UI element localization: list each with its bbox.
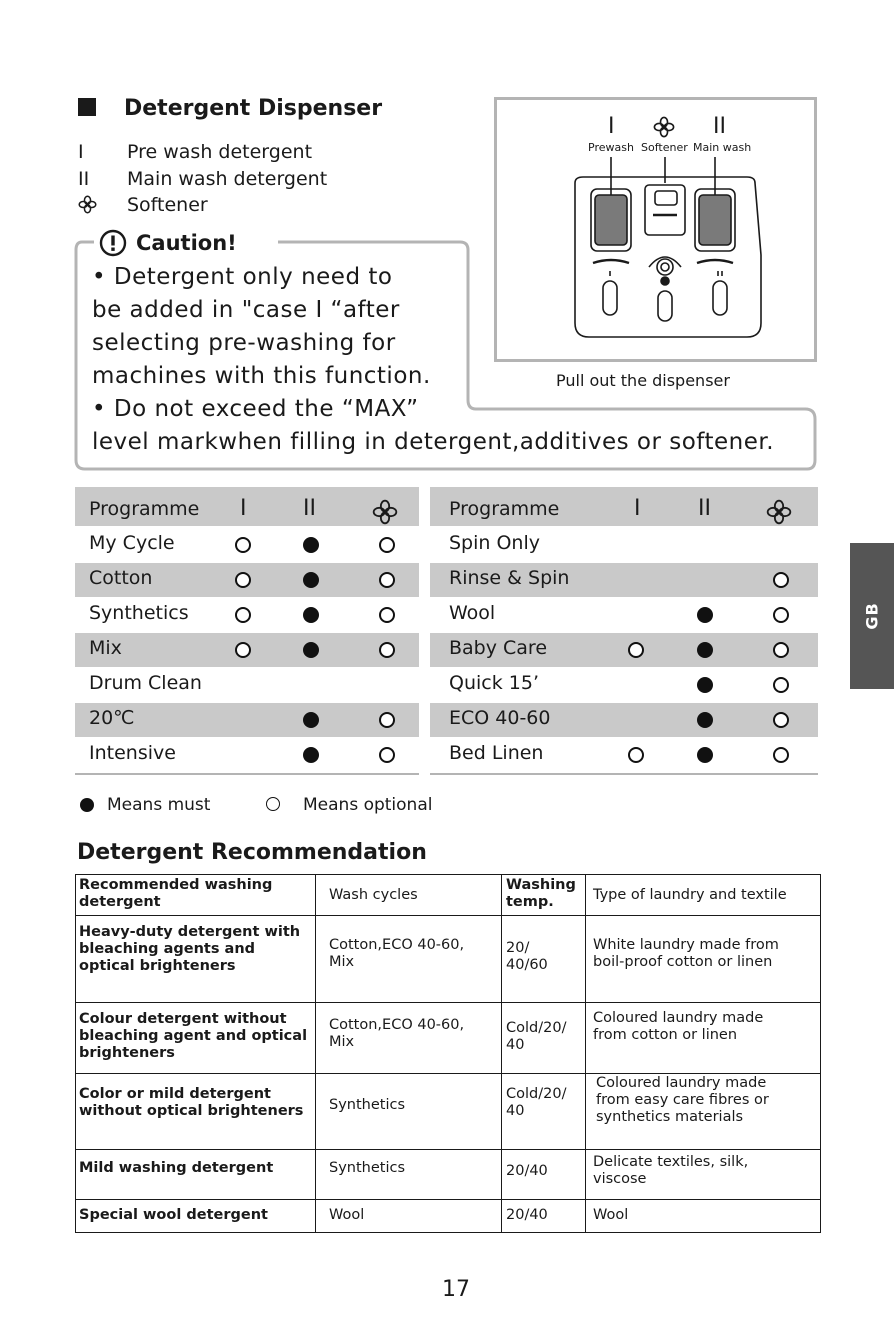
header-prewash-symbol: I bbox=[634, 496, 641, 521]
programme-name: Spin Only bbox=[449, 532, 541, 554]
header-prewash-symbol: I bbox=[240, 496, 247, 521]
softener-icon bbox=[766, 499, 792, 525]
optional-mark-icon bbox=[266, 797, 280, 811]
programme-name: ECO 40-60 bbox=[449, 707, 551, 729]
programme-name: Rinse & Spin bbox=[449, 567, 570, 589]
optional-mark-icon bbox=[379, 747, 395, 763]
softener-icon bbox=[372, 499, 398, 525]
language-tab bbox=[850, 543, 894, 689]
optional-mark-icon bbox=[773, 677, 789, 693]
must-mark-icon bbox=[303, 642, 319, 658]
dispenser-label-prewash: Prewash bbox=[588, 141, 634, 154]
table-rule bbox=[501, 874, 502, 1233]
table-cell: Coloured laundry made from easy care fibres or synthetics materials bbox=[596, 1075, 769, 1125]
key-optional: Means optional bbox=[303, 795, 433, 815]
recommendation-table bbox=[75, 874, 821, 1233]
table-rule bbox=[75, 1199, 821, 1200]
optional-mark-icon bbox=[379, 607, 395, 623]
programme-name: Synthetics bbox=[89, 602, 189, 624]
programme-name: Cotton bbox=[89, 567, 153, 589]
optional-mark-icon bbox=[235, 642, 251, 658]
caution-line: • Detergent only need to bbox=[92, 264, 393, 290]
programme-name: Quick 15’ bbox=[449, 672, 539, 694]
table-header-cell: Washing temp. bbox=[506, 877, 576, 910]
language-tab-label: GB bbox=[862, 602, 882, 630]
must-mark-icon bbox=[303, 572, 319, 588]
programme-header: Programme bbox=[89, 498, 200, 520]
table-cell: Colour detergent without bleaching agent and optical brighteners bbox=[79, 1011, 308, 1061]
must-mark-icon bbox=[80, 798, 94, 812]
table-cell: Special wool detergent bbox=[79, 1207, 268, 1223]
optional-mark-icon bbox=[773, 747, 789, 763]
header-mainwash-symbol: II bbox=[303, 496, 316, 521]
table-rule bbox=[75, 1232, 821, 1233]
table-cell: 20/40 bbox=[506, 1163, 548, 1179]
dispenser-label-softener: Softener bbox=[641, 141, 688, 154]
programme-name: Drum Clean bbox=[89, 672, 202, 694]
table-rule bbox=[315, 874, 316, 1233]
optional-mark-icon bbox=[379, 712, 395, 728]
legend-label-softener: Softener bbox=[127, 194, 208, 216]
header-mainwash-symbol: II bbox=[698, 496, 711, 521]
table-rule bbox=[75, 874, 76, 1233]
programme-name: 20℃ bbox=[89, 707, 135, 729]
dispenser-symbol-mainwash: II bbox=[713, 114, 726, 139]
table-bottom-rule bbox=[430, 773, 818, 775]
legend-label-prewash: Pre wash detergent bbox=[127, 141, 313, 163]
programme-name: My Cycle bbox=[89, 532, 175, 554]
table-cell: 20/40 bbox=[506, 1207, 548, 1223]
programme-name: Intensive bbox=[89, 742, 176, 764]
table-cell: Synthetics bbox=[329, 1160, 406, 1176]
programme-name: Baby Care bbox=[449, 637, 548, 659]
caution-line: be added in "case I “after bbox=[92, 297, 400, 323]
optional-mark-icon bbox=[235, 607, 251, 623]
programme-name: Wool bbox=[449, 602, 496, 624]
optional-mark-icon bbox=[773, 572, 789, 588]
table-header-cell: Type of laundry and textile bbox=[593, 887, 787, 903]
table-cell: Cold/20/ 40 bbox=[506, 1086, 567, 1119]
recommendation-title: Detergent Recommendation bbox=[77, 840, 427, 865]
table-cell: Wool bbox=[593, 1207, 629, 1223]
must-mark-icon bbox=[697, 712, 713, 728]
optional-mark-icon bbox=[379, 537, 395, 553]
must-mark-icon bbox=[697, 677, 713, 693]
optional-mark-icon bbox=[379, 572, 395, 588]
section-title: Detergent Dispenser bbox=[124, 96, 383, 121]
programme-header: Programme bbox=[449, 498, 560, 520]
optional-mark-icon bbox=[773, 712, 789, 728]
dispenser-caption: Pull out the dispenser bbox=[556, 371, 730, 390]
must-mark-icon bbox=[697, 747, 713, 763]
table-bottom-rule bbox=[75, 773, 419, 775]
must-mark-icon bbox=[697, 642, 713, 658]
caution-line: level markwhen filling in detergent,additives or softener. bbox=[92, 429, 775, 455]
caution-line: machines with this function. bbox=[92, 363, 431, 389]
table-rule bbox=[75, 1149, 821, 1150]
optional-mark-icon bbox=[628, 747, 644, 763]
table-rule bbox=[75, 874, 821, 875]
table-rule bbox=[75, 915, 821, 916]
optional-mark-icon bbox=[235, 537, 251, 553]
table-cell: Wool bbox=[329, 1207, 365, 1223]
table-cell: Cotton,ECO 40-60, Mix bbox=[329, 1017, 465, 1050]
optional-mark-icon bbox=[628, 642, 644, 658]
caution-line: • Do not exceed the “MAX” bbox=[92, 396, 419, 422]
caution-title: Caution! bbox=[136, 231, 237, 255]
dispenser-label-mainwash: Main wash bbox=[693, 141, 752, 154]
table-cell: Color or mild detergent without optical brighteners bbox=[79, 1086, 304, 1119]
must-mark-icon bbox=[303, 537, 319, 553]
caution-line: selecting pre-washing for bbox=[92, 330, 396, 356]
table-cell: Cold/20/ 40 bbox=[506, 1020, 567, 1053]
must-mark-icon bbox=[303, 712, 319, 728]
optional-mark-icon bbox=[379, 642, 395, 658]
table-cell: White laundry made from boil-proof cotton or linen bbox=[593, 937, 779, 970]
page-number: 17 bbox=[442, 1277, 470, 1302]
legend-symbol-mainwash: II bbox=[78, 168, 90, 190]
table-cell: 20/ 40/60 bbox=[506, 940, 548, 973]
table-cell: Mild washing detergent bbox=[79, 1160, 274, 1176]
table-rule bbox=[75, 1073, 821, 1074]
table-cell: Coloured laundry made from cotton or linen bbox=[593, 1010, 764, 1043]
dispenser-symbol-prewash: I bbox=[608, 114, 615, 139]
table-cell: Heavy-duty detergent with bleaching agents and optical brighteners bbox=[79, 924, 301, 974]
optional-mark-icon bbox=[773, 642, 789, 658]
table-cell: Synthetics bbox=[329, 1097, 406, 1113]
key-must: Means must bbox=[107, 795, 211, 815]
table-header-cell: Recommended washing detergent bbox=[79, 877, 273, 910]
programme-name: Mix bbox=[89, 637, 122, 659]
must-mark-icon bbox=[303, 747, 319, 763]
table-rule bbox=[75, 1002, 821, 1003]
table-rule bbox=[820, 874, 821, 1233]
table-header-cell: Wash cycles bbox=[329, 887, 418, 903]
table-cell: Cotton,ECO 40-60, Mix bbox=[329, 937, 465, 970]
table-cell: Delicate textiles, silk, viscose bbox=[593, 1154, 749, 1187]
legend-symbol-prewash: I bbox=[78, 141, 84, 163]
optional-mark-icon bbox=[773, 607, 789, 623]
legend-label-mainwash: Main wash detergent bbox=[127, 168, 328, 190]
must-mark-icon bbox=[303, 607, 319, 623]
table-rule bbox=[585, 874, 586, 1233]
must-mark-icon bbox=[697, 607, 713, 623]
programme-name: Bed Linen bbox=[449, 742, 544, 764]
optional-mark-icon bbox=[235, 572, 251, 588]
